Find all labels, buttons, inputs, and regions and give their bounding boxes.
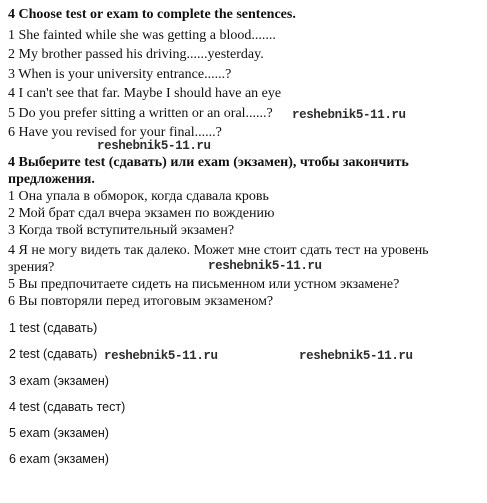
russian-sentence-4: 4 Я не могу видеть так далеко. Может мне стоит сдать тест на уровень зрения? xyxy=(8,243,429,275)
watermark-text: reshebnik5-11.ru xyxy=(208,259,322,273)
russian-sentence-3: 3 Когда твой вступительный экзамен? xyxy=(8,223,235,238)
watermark-text: reshebnik5-11.ru xyxy=(299,349,413,363)
english-sentence-2: 2 My brother passed his driving......yesterday. xyxy=(8,47,264,62)
answer-5: 5 exam (экзамен) xyxy=(9,426,109,440)
english-heading: 4 Choose test or exam to complete the sentences. xyxy=(8,7,296,22)
answer-1: 1 test (сдавать) xyxy=(9,321,98,335)
watermark-text: reshebnik5-11.ru xyxy=(292,108,406,122)
english-sentence-1: 1 She fainted while she was getting a blood....... xyxy=(8,28,276,43)
english-sentence-6: 6 Have you revised for your final......? xyxy=(8,125,222,140)
answer-6: 6 exam (экзамен) xyxy=(9,452,109,466)
russian-sentence-5: 5 Вы предпочитаете сидеть на письменном или устном экзамене? xyxy=(8,277,400,292)
answer-2: 2 test (сдавать) xyxy=(9,347,98,361)
answer-3: 3 exam (экзамен) xyxy=(9,374,109,388)
watermark-text: reshebnik5-11.ru xyxy=(97,139,211,153)
english-sentence-3: 3 When is your university entrance......? xyxy=(8,67,232,82)
russian-heading: 4 Выберите test (сдавать) или exam (экзамен), чтобы закончить предложения. xyxy=(8,155,409,187)
answer-4: 4 test (сдавать тест) xyxy=(9,400,126,414)
english-sentence-4: 4 I can't see that far. Maybe I should have an eye xyxy=(8,86,282,101)
russian-sentence-2: 2 Мой брат сдал вчера экзамен по вождению xyxy=(8,206,275,221)
english-sentence-5: 5 Do you prefer sitting a written or an oral......? xyxy=(8,106,273,121)
russian-sentence-1: 1 Она упала в обморок, когда сдавала кровь xyxy=(8,189,269,204)
russian-sentence-6: 6 Вы повторяли перед итоговым экзаменом? xyxy=(8,294,274,309)
watermark-text: reshebnik5-11.ru xyxy=(104,349,218,363)
